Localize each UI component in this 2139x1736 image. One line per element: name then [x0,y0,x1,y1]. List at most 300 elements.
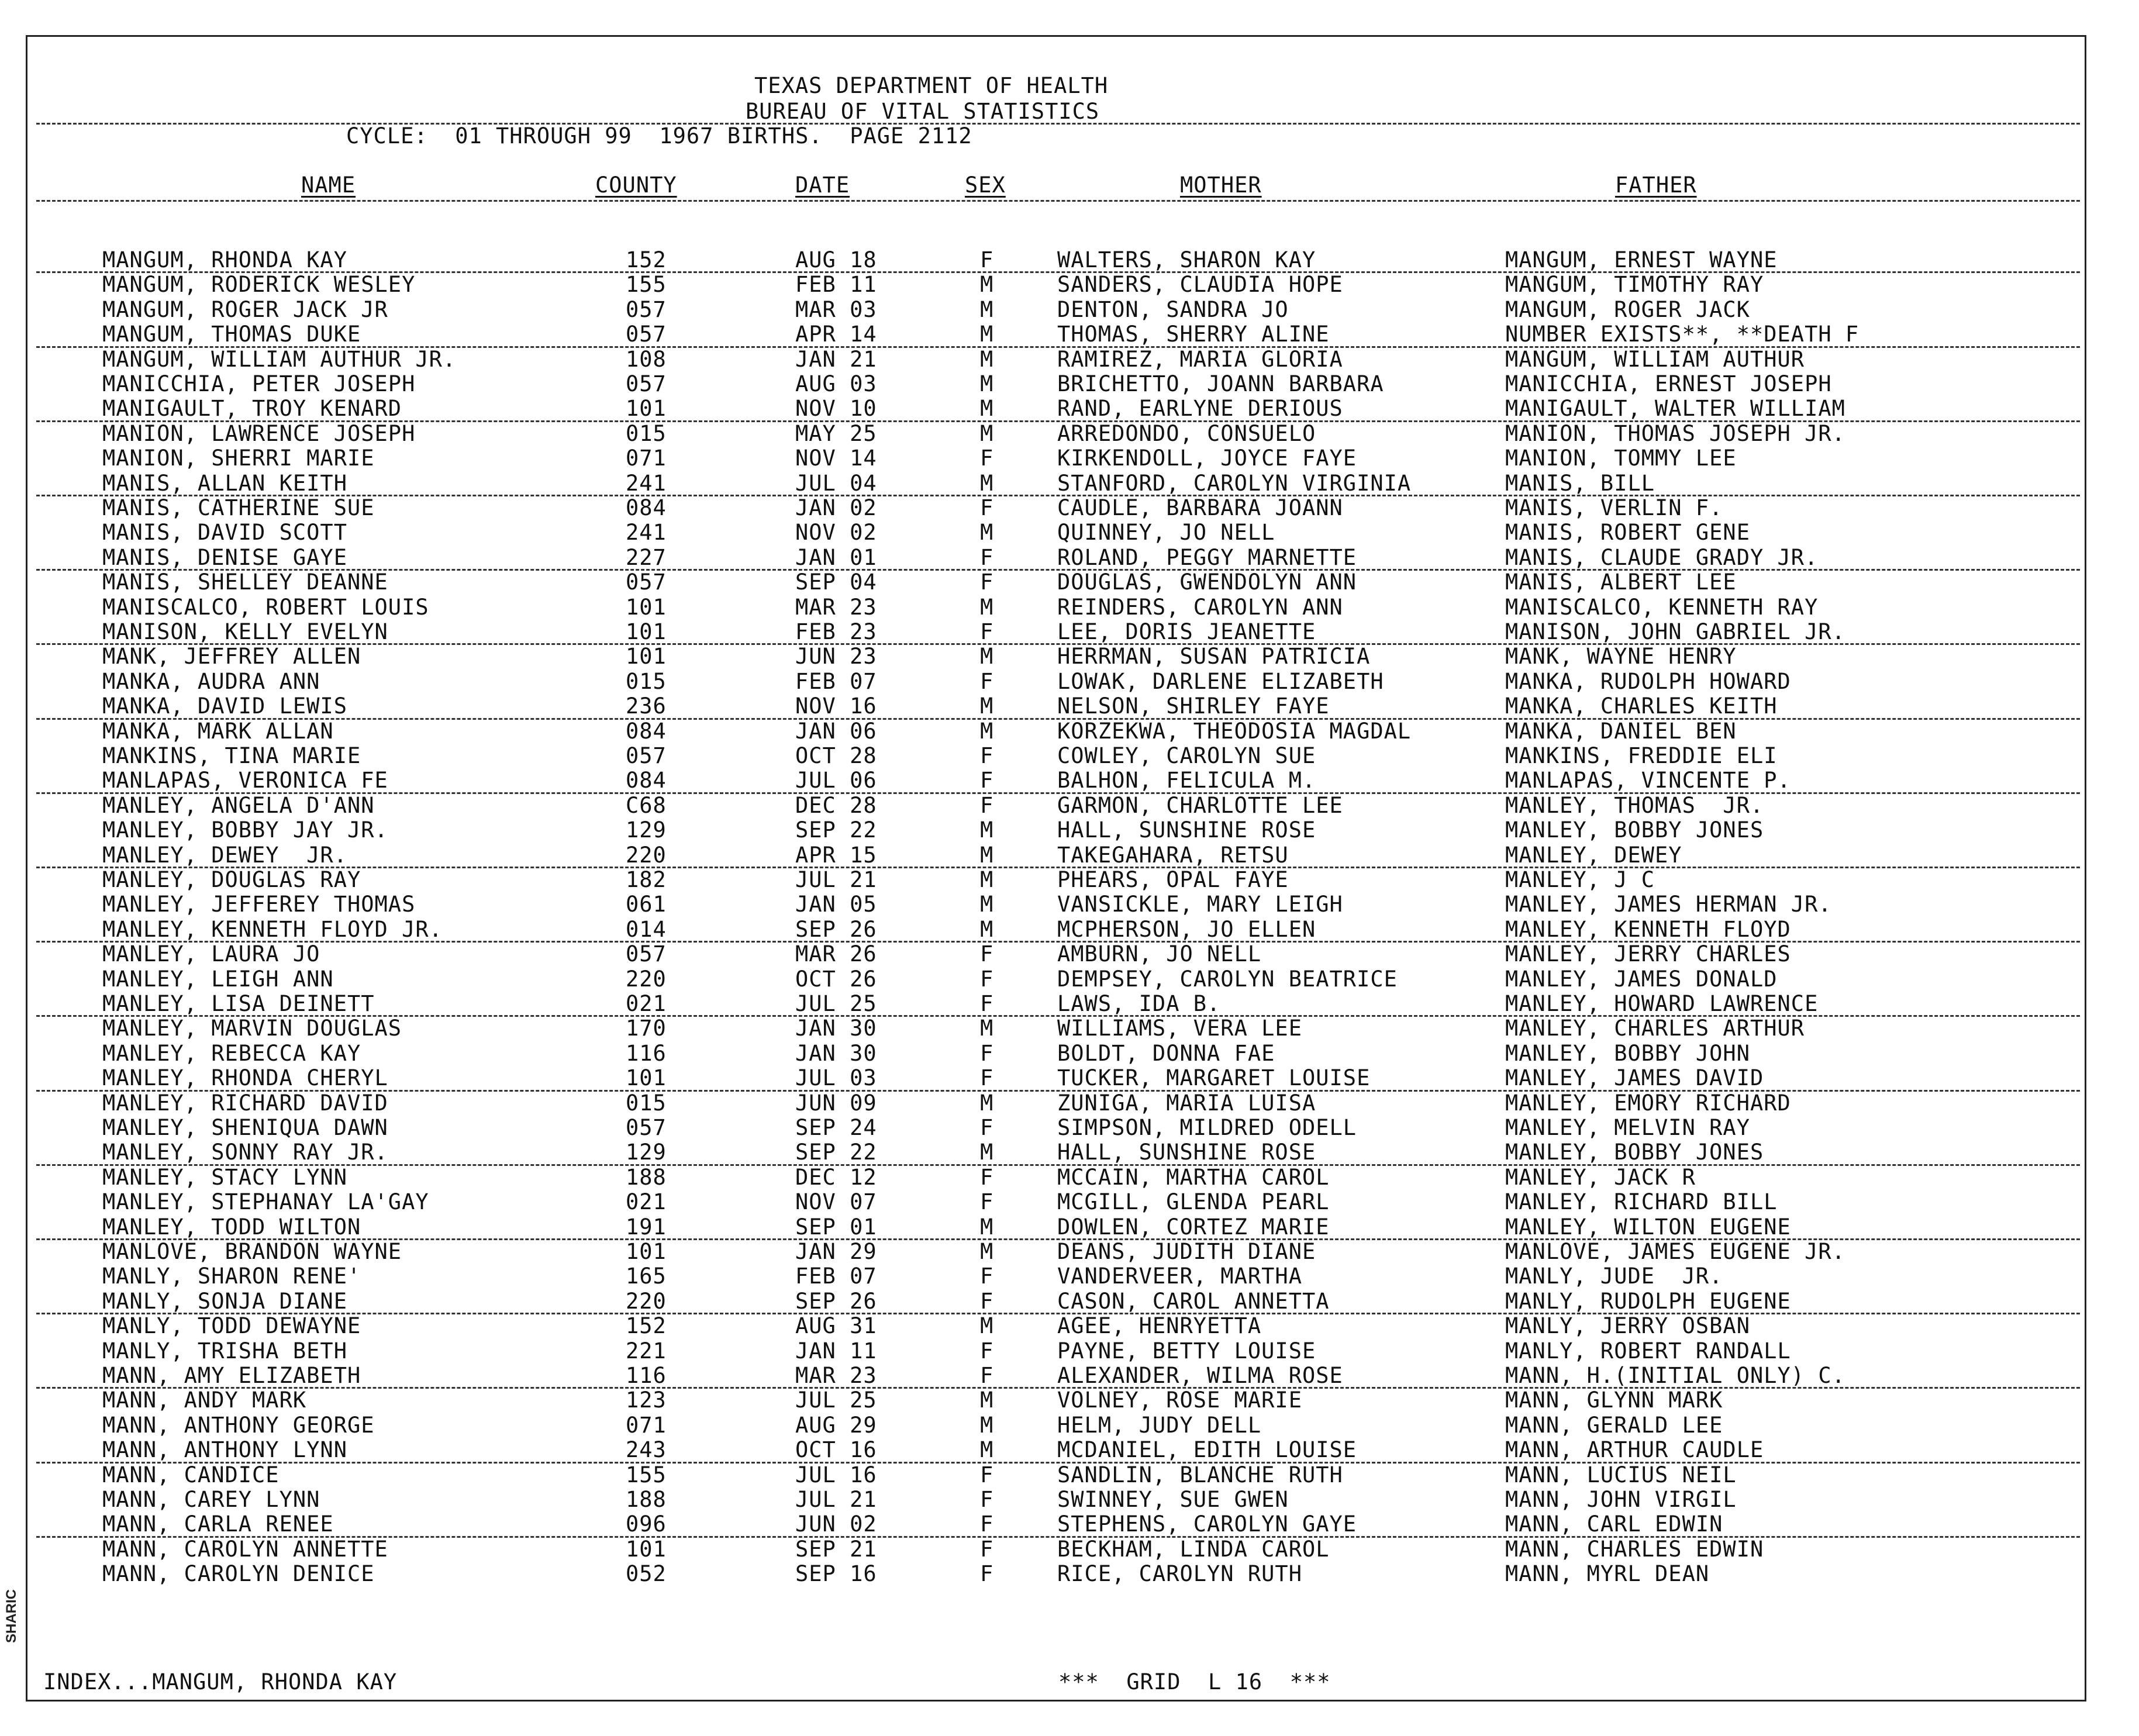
cell-father: MANN, GLYNN MARK [1505,1388,1723,1413]
table-row [0,1041,2139,1066]
cell-father: MANLEY, WILTON EUGENE [1505,1214,1791,1240]
cell-date: MAY 25 [795,421,877,446]
cell-sex: F [980,1289,994,1314]
table-row [0,942,2139,967]
cell-name: MANN, CAROLYN ANNETTE [102,1537,388,1562]
cell-date: SEP 22 [795,1140,877,1165]
cell-county: 084 [626,719,667,744]
cell-date: OCT 28 [795,743,877,768]
cell-father: MANN, CHARLES EDWIN [1505,1537,1764,1562]
cell-mother: DENTON, SANDRA JO [1057,297,1289,322]
cell-county: 220 [626,1289,667,1314]
cell-mother: RICE, CAROLYN RUTH [1057,1561,1302,1586]
cell-date: JAN 21 [795,347,877,372]
cell-county: 170 [626,1016,667,1041]
cell-sex: F [980,743,994,768]
cell-county: 152 [626,1313,667,1338]
cell-father: MANLEY, RICHARD BILL [1505,1189,1778,1214]
cell-mother: DEMPSEY, CAROLYN BEATRICE [1057,967,1398,992]
table-row [0,892,2139,917]
cell-name: MANN, AMY ELIZABETH [102,1363,361,1388]
table-row [0,768,2139,793]
table-row [0,644,2139,669]
cell-date: APR 14 [795,322,877,347]
cell-date: OCT 26 [795,967,877,992]
footer-grid: *** GRID L 16 *** [1058,1669,1331,1694]
cell-sex: M [980,892,994,917]
table-row [0,1438,2139,1462]
cell-father: MANK, WAYNE HENRY [1505,644,1737,669]
cell-county: 243 [626,1437,667,1462]
cell-sex: F [980,1065,994,1090]
cell-county: 101 [626,1065,667,1090]
cell-date: JUL 25 [795,991,877,1016]
cell-county: 152 [626,247,667,272]
header-department: TEXAS DEPARTMENT OF HEALTH [754,73,1109,98]
cell-father: MANISON, JOHN GABRIEL JR. [1505,619,1845,644]
cell-name: MANIS, CATHERINE SUE [102,495,375,520]
row-divider [36,1090,2080,1092]
cell-sex: F [980,793,994,818]
cell-name: MANLEY, KENNETH FLOYD JR. [102,917,443,942]
cell-name: MANLEY, SONNY RAY JR. [102,1140,388,1165]
cell-date: SEP 21 [795,1537,877,1562]
cell-father: MANN, LUCIUS NEIL [1505,1462,1737,1487]
cell-name: MANN, CANDICE [102,1462,280,1487]
cell-sex: M [980,693,994,719]
cell-county: 165 [626,1264,667,1289]
cell-date: JAN 01 [795,545,877,570]
cell-sex: F [980,669,994,694]
cell-date: JUN 02 [795,1511,877,1537]
cell-father: MANGUM, WILLIAM AUTHUR [1505,347,1805,372]
cell-sex: M [980,421,994,446]
cell-sex: M [980,322,994,347]
cell-sex: M [980,272,994,297]
row-divider [36,867,2080,868]
row-divider [36,1313,2080,1314]
cell-date: JUL 21 [795,867,877,892]
cell-county: 057 [626,297,667,322]
cell-sex: M [980,1140,994,1165]
cell-mother: ALEXANDER, WILMA ROSE [1057,1363,1343,1388]
cell-county: 116 [626,1363,667,1388]
cell-county: 227 [626,545,667,570]
cell-name: MANLEY, STACY LYNN [102,1165,347,1190]
cell-date: SEP 01 [795,1214,877,1240]
cell-county: 108 [626,347,667,372]
cell-sex: F [980,1165,994,1190]
row-divider [36,941,2080,943]
cell-name: MANLEY, RHONDA CHERYL [102,1065,388,1090]
cell-county: 101 [626,619,667,644]
table-row [0,669,2139,694]
cell-county: 061 [626,892,667,917]
cell-mother: CAUDLE, BARBARA JOANN [1057,495,1343,520]
cell-father: MANGUM, ROGER JACK [1505,297,1750,322]
cell-name: MANKINS, TINA MARIE [102,743,361,768]
cell-father: MANLEY, HOWARD LAWRENCE [1505,991,1819,1016]
cell-father: MANLEY, THOMAS JR. [1505,793,1764,818]
cell-father: MANLAPAS, VINCENTE P. [1505,768,1791,793]
cell-father: MANLY, JUDE JR. [1505,1264,1723,1289]
cell-name: MANIGAULT, TROY KENARD [102,396,402,421]
cell-date: SEP 16 [795,1561,877,1586]
cell-date: JUN 09 [795,1090,877,1116]
cell-county: 096 [626,1511,667,1537]
cell-date: AUG 31 [795,1313,877,1338]
cell-name: MANLEY, DOUGLAS RAY [102,867,361,892]
cell-name: MANKA, AUDRA ANN [102,669,320,694]
cell-date: JUL 16 [795,1462,877,1487]
cell-father: MANN, H.(INITIAL ONLY) C. [1505,1363,1845,1388]
table-row [0,1091,2139,1116]
cell-mother: VOLNEY, ROSE MARIE [1057,1388,1302,1413]
cell-county: 116 [626,1041,667,1066]
cell-sex: F [980,967,994,992]
cell-sex: F [980,247,994,272]
cell-father: MANLEY, JAMES DAVID [1505,1065,1764,1090]
cell-name: MANN, CAROLYN DENICE [102,1561,375,1586]
table-row [0,1016,2139,1041]
cell-county: 191 [626,1214,667,1240]
cell-name: MANLEY, ANGELA D'ANN [102,793,375,818]
cell-name: MANLEY, SHENIQUA DAWN [102,1115,388,1140]
cell-father: MANLEY, J C [1505,867,1655,892]
cell-mother: GARMON, CHARLOTTE LEE [1057,793,1343,818]
cell-father: MANLOVE, JAMES EUGENE JR. [1505,1239,1845,1264]
table-row [0,471,2139,496]
cell-name: MANION, SHERRI MARIE [102,446,375,471]
cell-mother: MCCAIN, MARTHA CAROL [1057,1165,1330,1190]
table-row [0,347,2139,372]
table-row [0,1066,2139,1090]
cell-date: AUG 03 [795,371,877,396]
cell-father: MANIS, CLAUDE GRADY JR. [1505,545,1819,570]
cell-father: MANLEY, EMORY RICHARD [1505,1090,1791,1116]
cell-date: JAN 29 [795,1239,877,1264]
cell-date: OCT 16 [795,1437,877,1462]
cell-mother: STANFORD, CAROLYN VIRGINIA [1057,471,1412,496]
table-row [0,298,2139,322]
cell-date: DEC 28 [795,793,877,818]
header-rule [36,123,2080,125]
cell-county: 021 [626,991,667,1016]
cell-name: MANLOVE, BRANDON WAYNE [102,1239,402,1264]
cell-county: 057 [626,941,667,967]
cell-date: AUG 29 [795,1413,877,1438]
cell-mother: PHEARS, OPAL FAYE [1057,867,1289,892]
cell-mother: HELM, JUDY DELL [1057,1413,1262,1438]
cell-name: MANKA, MARK ALLAN [102,719,334,744]
table-row [0,917,2139,942]
cell-sex: M [980,644,994,669]
table-row [0,1388,2139,1413]
cell-mother: MCPHERSON, JO ELLEN [1057,917,1316,942]
cell-father: MANN, JOHN VIRGIL [1505,1487,1737,1512]
cell-county: 084 [626,768,667,793]
row-divider [36,718,2080,720]
cell-mother: DEANS, JUDITH DIANE [1057,1239,1316,1264]
cell-name: MANGUM, WILLIAM AUTHUR JR. [102,347,457,372]
cell-mother: LEE, DORIS JEANETTE [1057,619,1316,644]
cell-date: JAN 11 [795,1338,877,1364]
cell-name: MANLEY, MARVIN DOUGLAS [102,1016,402,1041]
cell-county: 101 [626,396,667,421]
cell-mother: SANDLIN, BLANCHE RUTH [1057,1462,1343,1487]
cell-father: MANGUM, TIMOTHY RAY [1505,272,1764,297]
cell-mother: RAND, EARLYNE DERIOUS [1057,396,1343,421]
cell-sex: M [980,1090,994,1116]
col-header-date: DATE [795,172,850,198]
cell-father: MANIGAULT, WALTER WILLIAM [1505,396,1845,421]
cell-name: MANGUM, RHONDA KAY [102,247,347,272]
row-divider [36,271,2080,273]
table-row [0,1116,2139,1140]
col-header-sex: SEX [965,172,1006,198]
table-row [0,372,2139,396]
cell-mother: TAKEGAHARA, RETSU [1057,843,1289,868]
cell-sex: F [980,1041,994,1066]
cell-father: MANIS, ROBERT GENE [1505,520,1750,545]
cell-father: MANISCALCO, KENNETH RAY [1505,595,1819,620]
table-row [0,843,2139,868]
row-divider [36,420,2080,422]
cell-date: JAN 05 [795,892,877,917]
cell-mother: QUINNEY, JO NELL [1057,520,1275,545]
column-header-rule [36,200,2080,202]
cell-mother: BECKHAM, LINDA CAROL [1057,1537,1330,1562]
cell-date: MAR 03 [795,297,877,322]
footer-index: INDEX...MANGUM, RHONDA KAY [43,1669,398,1694]
cell-county: 071 [626,446,667,471]
cell-sex: M [980,1313,994,1338]
cell-date: SEP 24 [795,1115,877,1140]
cell-sex: M [980,396,994,421]
cell-county: 123 [626,1388,667,1413]
cell-father: MANLEY, BOBBY JONES [1505,1140,1764,1165]
cell-mother: MCGILL, GLENDA PEARL [1057,1189,1330,1214]
cell-mother: ZUNIGA, MARIA LUISA [1057,1090,1316,1116]
cell-county: 101 [626,644,667,669]
cell-name: MANLEY, REBECCA KAY [102,1041,361,1066]
cell-date: JUN 23 [795,644,877,669]
cell-name: MANLY, SONJA DIANE [102,1289,347,1314]
cell-sex: F [980,570,994,595]
cell-sex: F [980,545,994,570]
row-divider [36,1238,2080,1240]
table-row [0,546,2139,570]
cell-name: MANLEY, DEWEY JR. [102,843,347,868]
cell-mother: LOWAK, DARLENE ELIZABETH [1057,669,1384,694]
cell-date: JUL 03 [795,1065,877,1090]
cell-county: 155 [626,272,667,297]
cell-sex: M [980,1239,994,1264]
table-row [0,272,2139,297]
cell-father: MANLEY, JAMES HERMAN JR. [1505,892,1832,917]
cell-county: 220 [626,967,667,992]
cell-sex: F [980,446,994,471]
header-cycle: CYCLE: 01 THROUGH 99 1967 BIRTHS. PAGE 2112 [346,123,972,149]
row-divider [36,1536,2080,1538]
cell-mother: HALL, SUNSHINE ROSE [1057,1140,1316,1165]
cell-mother: KORZEKWA, THEODOSIA MAGDAL [1057,719,1412,744]
cell-county: 057 [626,1115,667,1140]
cell-county: 101 [626,1537,667,1562]
cell-father: MANLEY, JACK R [1505,1165,1696,1190]
cell-county: 014 [626,917,667,942]
cell-father: MANLEY, BOBBY JONES [1505,817,1764,843]
table-row [0,1140,2139,1165]
table-row [0,1487,2139,1512]
cell-sex: F [980,1537,994,1562]
cell-date: JUL 04 [795,471,877,496]
cell-county: 188 [626,1165,667,1190]
cell-mother: DOUGLAS, GWENDOLYN ANN [1057,570,1357,595]
cell-date: JAN 02 [795,495,877,520]
row-divider [36,1015,2080,1017]
cell-father: MANIS, BILL [1505,471,1655,496]
row-divider [36,1164,2080,1166]
cell-name: MANK, JEFFREY ALLEN [102,644,361,669]
cell-sex: M [980,843,994,868]
cell-county: 101 [626,595,667,620]
cell-date: JUL 21 [795,1487,877,1512]
cell-date: SEP 04 [795,570,877,595]
table-row [0,422,2139,446]
cell-date: NOV 10 [795,396,877,421]
cell-date: JAN 30 [795,1041,877,1066]
col-header-father: FATHER [1615,172,1697,198]
cell-mother: NELSON, SHIRLEY FAYE [1057,693,1330,719]
cell-father: MANIS, ALBERT LEE [1505,570,1737,595]
cell-date: AUG 18 [795,247,877,272]
cell-name: MANLEY, BOBBY JAY JR. [102,817,388,843]
side-label: SHARIC [4,1589,19,1643]
cell-father: MANGUM, ERNEST WAYNE [1505,247,1778,272]
cell-mother: STEPHENS, CAROLYN GAYE [1057,1511,1357,1537]
row-divider [36,346,2080,348]
table-row [0,620,2139,644]
cell-sex: F [980,941,994,967]
row-divider [36,1462,2080,1464]
table-row [0,1289,2139,1314]
cell-date: DEC 12 [795,1165,877,1190]
cell-name: MANIS, ALLAN KEITH [102,471,347,496]
cell-father: MANKA, RUDOLPH HOWARD [1505,669,1791,694]
table-row [0,1264,2139,1289]
cell-sex: F [980,1338,994,1364]
table-row [0,1512,2139,1537]
cell-county: C68 [626,793,667,818]
cell-sex: F [980,1363,994,1388]
cell-name: MANN, ANDY MARK [102,1388,307,1413]
cell-mother: CASON, CAROL ANNETTA [1057,1289,1330,1314]
cell-name: MANISCALCO, ROBERT LOUIS [102,595,429,620]
cell-county: 071 [626,1413,667,1438]
table-row [0,1562,2139,1586]
cell-county: 155 [626,1462,667,1487]
cell-county: 221 [626,1338,667,1364]
cell-mother: PAYNE, BETTY LOUISE [1057,1338,1316,1364]
table-row [0,396,2139,421]
cell-sex: F [980,1264,994,1289]
cell-sex: M [980,917,994,942]
cell-date: FEB 11 [795,272,877,297]
cell-name: MANGUM, RODERICK WESLEY [102,272,416,297]
table-row [0,595,2139,620]
cell-mother: WILLIAMS, VERA LEE [1057,1016,1302,1041]
cell-sex: F [980,768,994,793]
cell-father: MANLEY, JAMES DONALD [1505,967,1778,992]
cell-name: MANIS, SHELLEY DEANNE [102,570,388,595]
cell-county: 241 [626,520,667,545]
cell-name: MANLEY, STEPHANAY LA'GAY [102,1189,429,1214]
cell-mother: VANDERVEER, MARTHA [1057,1264,1302,1289]
cell-date: FEB 07 [795,1264,877,1289]
cell-father: MANN, MYRL DEAN [1505,1561,1710,1586]
cell-mother: WALTERS, SHARON KAY [1057,247,1316,272]
cell-sex: M [980,1388,994,1413]
table-row [0,1215,2139,1240]
cell-mother: KIRKENDOLL, JOYCE FAYE [1057,446,1357,471]
table-row [0,1190,2139,1214]
cell-mother: COWLEY, CAROLYN SUE [1057,743,1316,768]
cell-sex: M [980,347,994,372]
cell-sex: F [980,1511,994,1537]
cell-mother: RAMIREZ, MARIA GLORIA [1057,347,1343,372]
table-row [0,1413,2139,1438]
cell-name: MANGUM, ROGER JACK JR [102,297,388,322]
cell-father: MANN, ARTHUR CAUDLE [1505,1437,1764,1462]
cell-date: JAN 06 [795,719,877,744]
cell-date: JUL 25 [795,1388,877,1413]
cell-date: NOV 02 [795,520,877,545]
cell-name: MANN, ANTHONY GEORGE [102,1413,375,1438]
header-bureau: BUREAU OF VITAL STATISTICS [746,99,1100,124]
cell-mother: ROLAND, PEGGY MARNETTE [1057,545,1357,570]
cell-father: MANLEY, KENNETH FLOYD [1505,917,1791,942]
table-row [0,1463,2139,1487]
cell-mother: HALL, SUNSHINE ROSE [1057,817,1316,843]
cell-father: MANLEY, JERRY CHARLES [1505,941,1791,967]
table-row [0,818,2139,843]
cell-sex: F [980,1561,994,1586]
cell-sex: M [980,719,994,744]
cell-county: 015 [626,669,667,694]
cell-father: MANKA, DANIEL BEN [1505,719,1737,744]
row-divider [36,643,2080,645]
cell-county: 084 [626,495,667,520]
table-row [0,1339,2139,1364]
cell-mother: DOWLEN, CORTEZ MARIE [1057,1214,1330,1240]
cell-name: MANLEY, LAURA JO [102,941,320,967]
cell-county: 236 [626,693,667,719]
cell-mother: AMBURN, JO NELL [1057,941,1262,967]
table-row [0,992,2139,1016]
cell-name: MANLAPAS, VERONICA FE [102,768,388,793]
table-row [0,496,2139,520]
table-row [0,1364,2139,1388]
cell-mother: VANSICKLE, MARY LEIGH [1057,892,1343,917]
cell-father: MANICCHIA, ERNEST JOSEPH [1505,371,1832,396]
cell-date: SEP 26 [795,1289,877,1314]
cell-mother: SWINNEY, SUE GWEN [1057,1487,1289,1512]
col-header-county: COUNTY [595,172,677,198]
cell-father: MANLEY, CHARLES ARTHUR [1505,1016,1805,1041]
table-row [0,446,2139,471]
cell-date: MAR 23 [795,1363,877,1388]
